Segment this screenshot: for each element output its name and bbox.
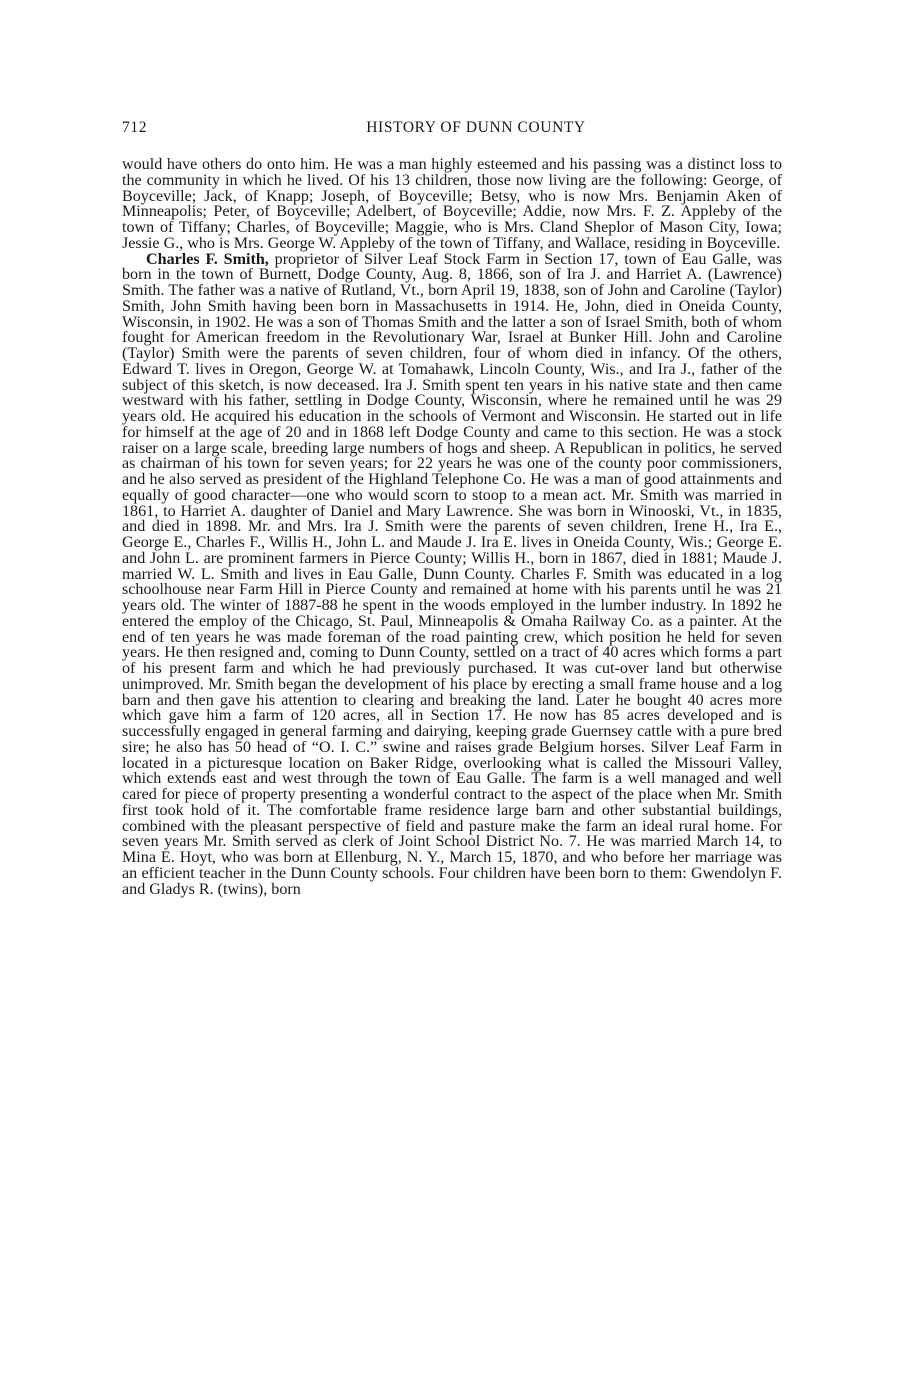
biography-paragraph [122,252,782,898]
body-text [122,157,782,897]
running-head [122,119,782,141]
book-title: HISTORY OF DUNN COUNTY [366,119,586,136]
biography-text: proprietor of Silver Leaf Stock Farm in Section 17, town of Eau Galle, was born in the town of Burnett, Dodge County, Aug. 8, 1866, son of Ira J. and Harriet A. (Lawrence) Smith. The father was a native of Rutland, Vt., born April 19, 1838, son of John and Caroline (Taylor) Smith, John Smith having been born in Massachusetts in 1914. He, John, died in Oneida County, Wisconsin, in 1902. He was a son of Thomas Smith and the latter a son of Israel Smith, both of whom fought for American freedom in the Revolutionary War, Israel at Bunker Hill. John and Caroline (Taylor) Smith were the parents of seven children, four of whom died in infancy. Of the others, Edward T. lives in Oregon, George W. at Tomahawk, Lincoln County, Wis., and Ira J., father of the subject of this sketch, is now deceased. Ira J. Smith spent ten years in his native state and then came westward with his father, settling in Dodge County, Wisconsin, where he remained until he was 29 years old. He acquired his education in the schools of Vermont and Wisconsin. He started out in life for himself at the age of 20 and in 1868 left Dodge County and came to this section. He was a stock raiser on a large scale, breeding large numbers of hogs and sheep. A Republican in politics, he served as chairman of his town for seven years; for 22 years he was one of the county poor commissioners, and he also served as president of the Highland Telephone Co. He was a man of good attainments and equally of good character—one who would scorn to stoop to a mean act. Mr. Smith was married in 1861, to Harriet A. daughter of Daniel and Mary Lawrence. She was born in Winooski, Vt., in 1835, and died in 1898. Mr. and Mrs. Ira J. Smith were the parents of seven children, Irene H., Ira E., George E., Charles F., Willis H., John L. and Maude J. Ira E. lives in Oneida County, Wis.; George E. and John L. are prominent farmers in Pierce County; Willis H., born in 1867, died in 1881; Maude J. married W. L. Smith and lives in Eau Galle, Dunn County. Charles F. Smith was educated in a log schoolhouse near Farm Hill in Pierce County and remained at home with his parents until he was 21 years old. The winter of 1887-88 he spent in the woods employed in the lumber industry. In 1892 he entered the employ of the Chicago, St. Paul, Minneapolis & Omaha Railway Co. as a painter. At the end of ten years he was made foreman of the road painting crew, which position he held for seven years. He then resigned and, coming to Dunn County, settled on a tract of 40 acres which forms a part of his present farm and which he had previously purchased. It was cut-over land but otherwise unimproved. Mr. Smith began the development of his place by erecting a small frame house and a log barn and then gave his attention to clearing and breaking the land. Later he bought 40 acres more which gave him a farm of 120 acres, all in Section 17. He now has 85 acres developed and is successfully engaged in general farming and dairying, keeping grade Guernsey cattle with a pure bred sire; he also has 50 head of “O. I. C.” swine and raises grade Belgium horses. Silver Leaf Farm in located in a picturesque location on Baker Ridge, overlooking what is called the Missouri Valley, which extends east and west through the town of Eau Galle. The farm is a well managed and well cared for piece of property presenting a wonderful contract to the aspect of the place when Mr. Smith first took hold of it. The comfortable frame residence large barn and other substantial buildings, combined with the pleasant perspective of field and pasture make the farm an ideal rural home. For seven years Mr. Smith served as clerk of Joint School District No. 7. He was married March 14, to Mina E. Hoyt, who was born at Ellenburg, N. Y., March 15, 1870, and who before her marriage was an efficient teacher in the Dunn County schools. Four children have been born to them: Gwendolyn F. and Gladys R. (twins), born [122,250,783,898]
continued-paragraph: would have others do onto him. He was a man highly esteemed and his passing was a distinct loss to the community in which he lived. Of his 13 children, those now living are the following: George, of Boyceville; Jack, of Knapp; Joseph, of Boyceville; Betsy, who is now Mrs. Benjamin Aken of Minneapolis; Peter, of Boyceville; Adelbert, of Boyceville; Addie, now Mrs. F. Z. Appleby of the town of Tiffany; Charles, of Boyceville; Maggie, who is Mrs. Cland Sheplor of Mason City, Iowa; Jessie G., who is Mrs. George W. Appleby of the town of Tiffany, and Wallace, residing in Boyceville. [122,156,782,252]
biography-subject-name: Charles F. Smith, [146,250,269,268]
page-number: 712 [122,119,148,136]
